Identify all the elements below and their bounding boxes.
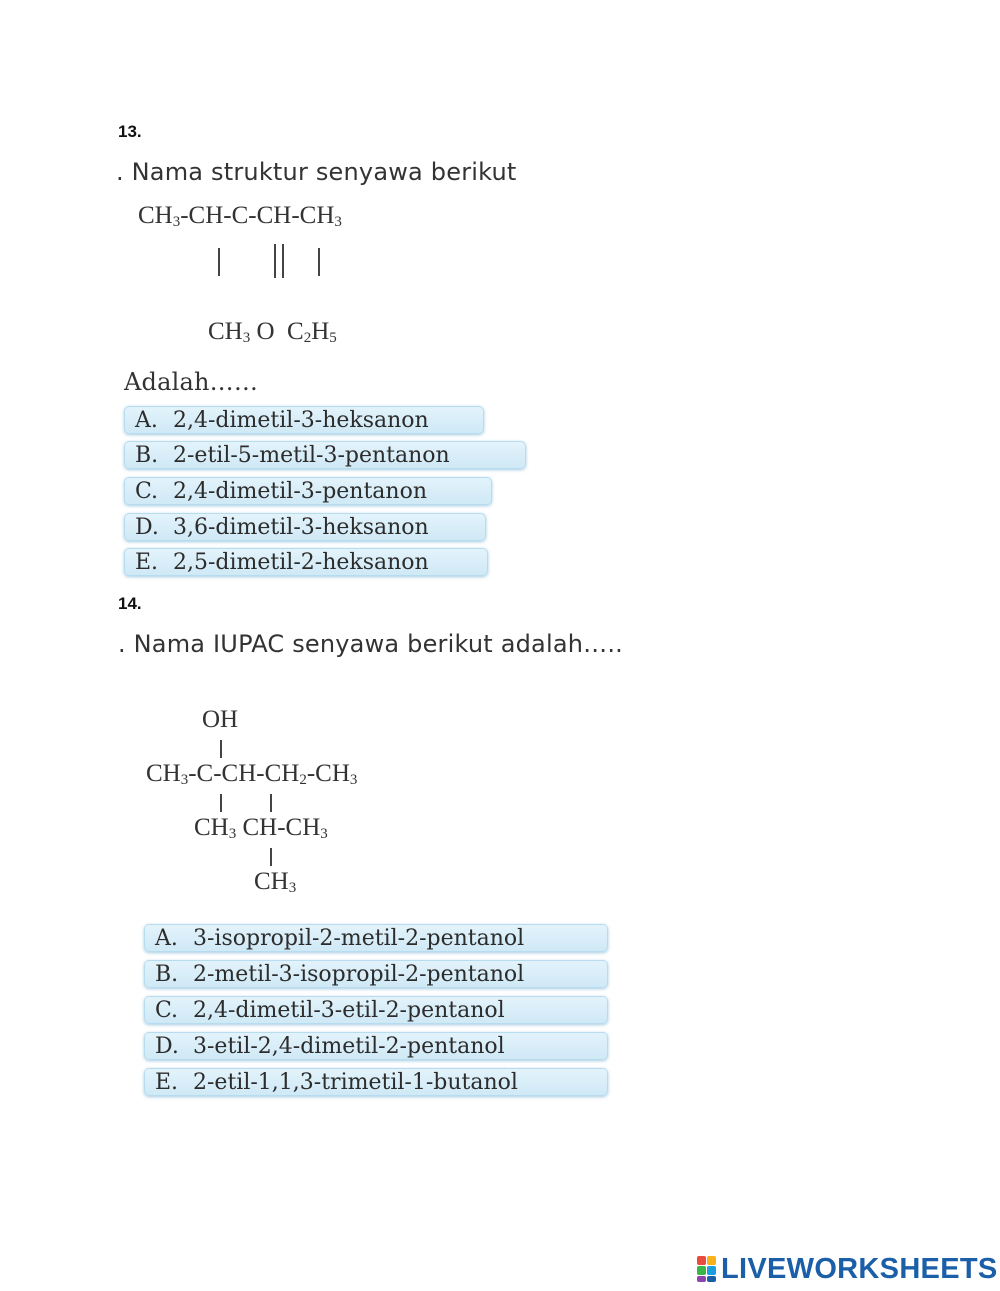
option-letter: B.	[135, 442, 159, 468]
option-label: 2,4-dimetil-3-heksanon	[173, 407, 429, 433]
liveworksheets-wordmark: LIVEWORKSHEETS	[721, 1252, 998, 1285]
option-label: 3-isopropil-2-metil-2-pentanol	[193, 925, 525, 951]
liveworksheets-logo	[697, 1252, 998, 1286]
option-letter: D.	[155, 1033, 179, 1059]
q13-double-bond-a	[274, 244, 276, 278]
question-13-number: 13.	[118, 122, 142, 141]
q13-formula-main: $CH_3-CH-C-CH-CH_3$	[138, 202, 342, 230]
q13-double-bond-b	[282, 244, 284, 278]
q13-option-a[interactable]	[124, 406, 484, 434]
q13-bond-3	[318, 248, 320, 276]
question-13-prompt: . Nama struktur senyawa berikut	[116, 158, 517, 186]
q14-formula-branch: $CH_3$ $CH-CH_3$	[194, 814, 328, 842]
question-14-structure	[146, 706, 446, 896]
q14-bond-oh	[220, 740, 222, 758]
option-letter: C.	[135, 478, 159, 504]
q14-option-c[interactable]	[144, 996, 608, 1024]
option-letter: E.	[135, 549, 159, 575]
option-label: 2,4-dimetil-3-pentanon	[173, 478, 428, 504]
option-label: 3-etil-2,4-dimetil-2-pentanol	[193, 1033, 505, 1059]
q14-option-b[interactable]	[144, 960, 608, 988]
option-letter: A.	[135, 407, 158, 433]
q14-option-e[interactable]	[144, 1068, 608, 1096]
liveworksheets-icon	[697, 1255, 717, 1283]
q13-option-e[interactable]	[124, 548, 488, 576]
q14-formula-bottom: $CH_3$	[254, 868, 297, 896]
option-letter: A.	[155, 925, 178, 951]
option-letter: E.	[155, 1069, 179, 1095]
q13-option-d[interactable]	[124, 513, 486, 541]
q14-option-d[interactable]	[144, 1032, 608, 1060]
question-13-ending: Adalah……	[124, 368, 259, 396]
q14-bond-ch	[270, 794, 272, 812]
q13-option-c[interactable]	[124, 477, 492, 505]
q14-formula-top: OH	[202, 706, 239, 733]
question-13-structure	[138, 200, 438, 360]
q14-bond-bottom	[270, 848, 272, 866]
option-letter: B.	[155, 961, 179, 987]
q14-option-a[interactable]	[144, 924, 608, 952]
option-letter: C.	[155, 997, 179, 1023]
option-label: 2-etil-5-metil-3-pentanon	[173, 442, 450, 468]
option-letter: D.	[135, 514, 159, 540]
q14-bond-ch3	[220, 794, 222, 812]
option-label: 2-metil-3-isopropil-2-pentanol	[193, 961, 525, 987]
q14-formula-main: $CH_3-C-CH-CH_2-CH_3$	[146, 760, 358, 788]
option-label: 2-etil-1,1,3-trimetil-1-butanol	[193, 1069, 518, 1095]
question-14-number: 14.	[118, 594, 142, 613]
option-label: 3,6-dimetil-3-heksanon	[173, 514, 429, 540]
option-label: 2,5-dimetil-2-heksanon	[173, 549, 429, 575]
q13-substituents: $CH_3$ O $C_2H_5$	[208, 318, 337, 346]
q13-bond-1	[218, 248, 220, 276]
option-label: 2,4-dimetil-3-etil-2-pentanol	[193, 997, 505, 1023]
question-14-prompt: . Nama IUPAC senyawa berikut adalah…..	[118, 630, 623, 658]
q13-option-b[interactable]	[124, 441, 526, 469]
